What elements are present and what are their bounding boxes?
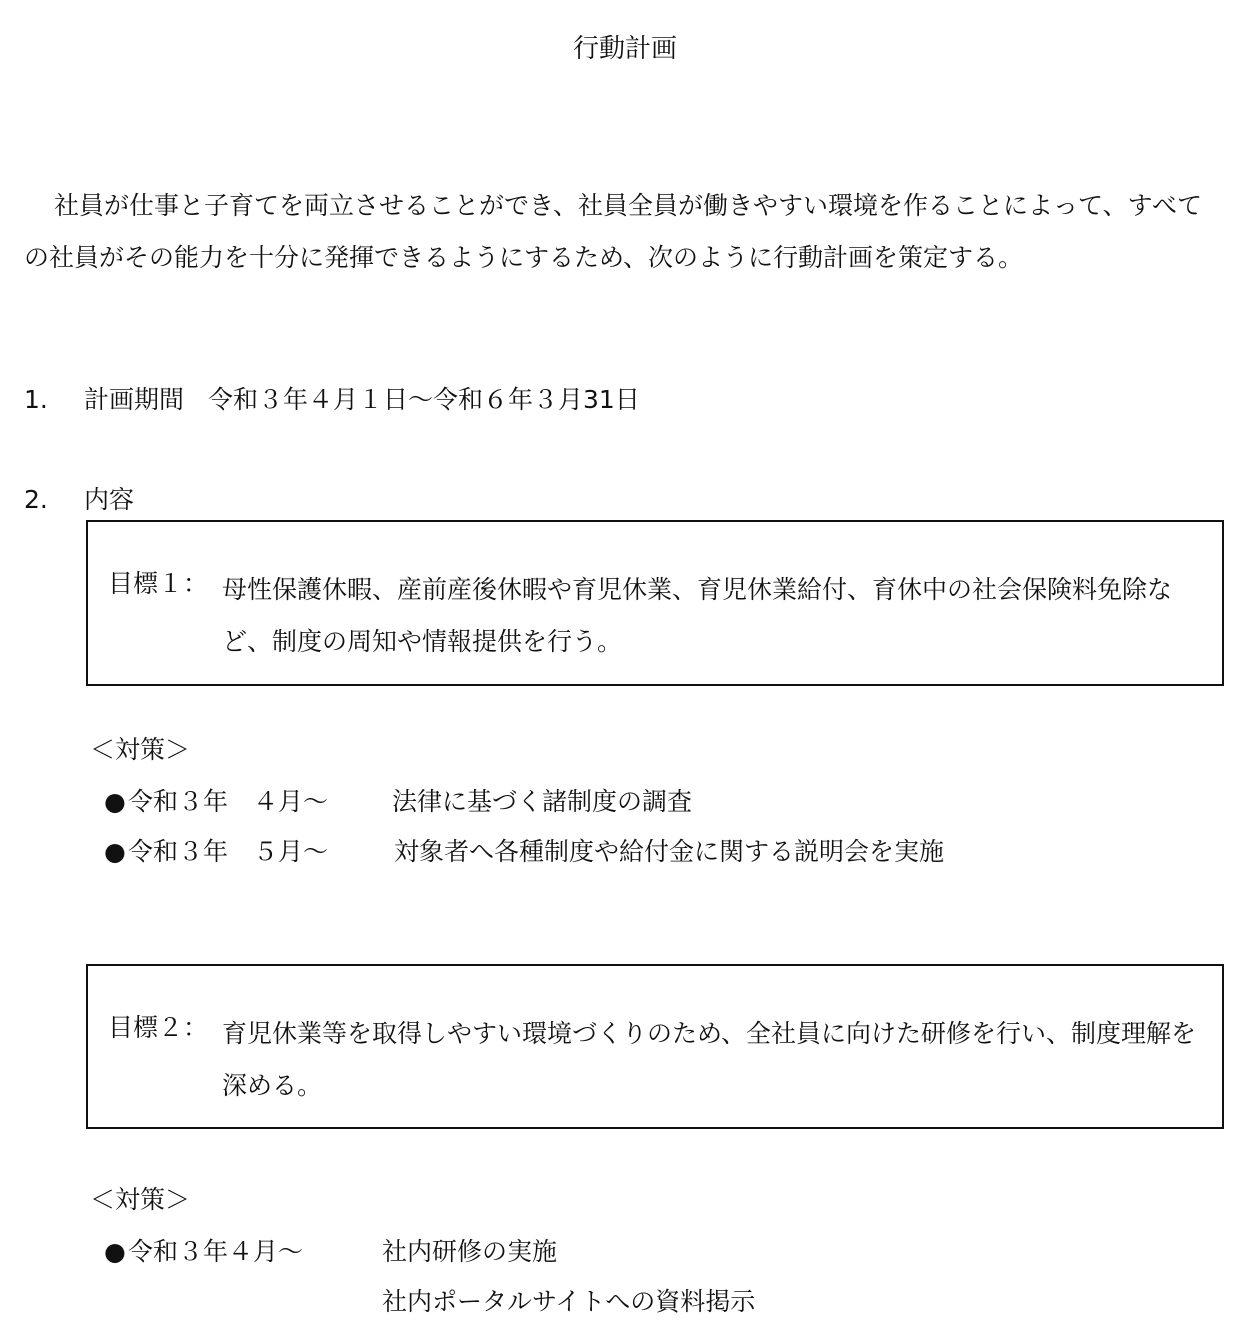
section-number: 1. [24, 385, 48, 414]
goal-label: 目標２： [108, 1013, 209, 1042]
plan-period-value: 令和３年４月１日～令和６年３月31日 [208, 385, 640, 414]
intro-text: 社員が仕事と子育てを両立させることができ、社員全員が働きやすい環境を作ることによって、すべての社員がその能力を十分に発揮できるようにするため、次のように行動計画を策定する。 [24, 191, 1203, 272]
section-content [24, 480, 134, 516]
section-label: 計画期間 [84, 385, 185, 414]
measure-item [104, 832, 944, 868]
document-title: 行動計画 [572, 34, 677, 64]
section-label: 内容 [84, 485, 135, 514]
goal-text: 育児休業等を取得しやすい環境づくりのため、全社員に向けた研修を行い、制度理解を深める。 [222, 1019, 1197, 1100]
measure-action-continued: 社内ポータルサイトへの資料掲示 [382, 1287, 756, 1316]
intro-paragraph [24, 180, 1224, 284]
measure-date: 令和３年４月～ [128, 1237, 304, 1266]
bullet-icon: ● [104, 787, 126, 816]
bullet-icon: ● [104, 1237, 126, 1266]
measure-action: 法律に基づく諸制度の調査 [392, 787, 693, 816]
measure-item [104, 1232, 557, 1268]
goal-box-1 [86, 520, 1224, 686]
goal-box-2 [86, 964, 1224, 1129]
measure-item [104, 782, 692, 818]
goal-text: 母性保護休暇、産前産後休暇や育児休業、育児休業給付、育休中の社会保険料免除など、制度の周知や情報提供を行う。 [222, 575, 1173, 656]
measures-heading: ＜対策＞ [90, 1185, 191, 1214]
measure-date: 令和３年 ４月～ [128, 787, 329, 816]
bullet-icon: ● [104, 837, 126, 866]
section-plan-period [24, 380, 640, 416]
goal-label: 目標１： [108, 569, 209, 598]
measures-heading: ＜対策＞ [90, 735, 191, 764]
measure-date: 令和３年 ５月～ [128, 837, 329, 866]
section-number: 2. [24, 485, 48, 514]
measure-action: 対象者へ各種制度や給付金に関する説明会を実施 [394, 837, 945, 866]
measure-action: 社内研修の実施 [382, 1237, 558, 1266]
